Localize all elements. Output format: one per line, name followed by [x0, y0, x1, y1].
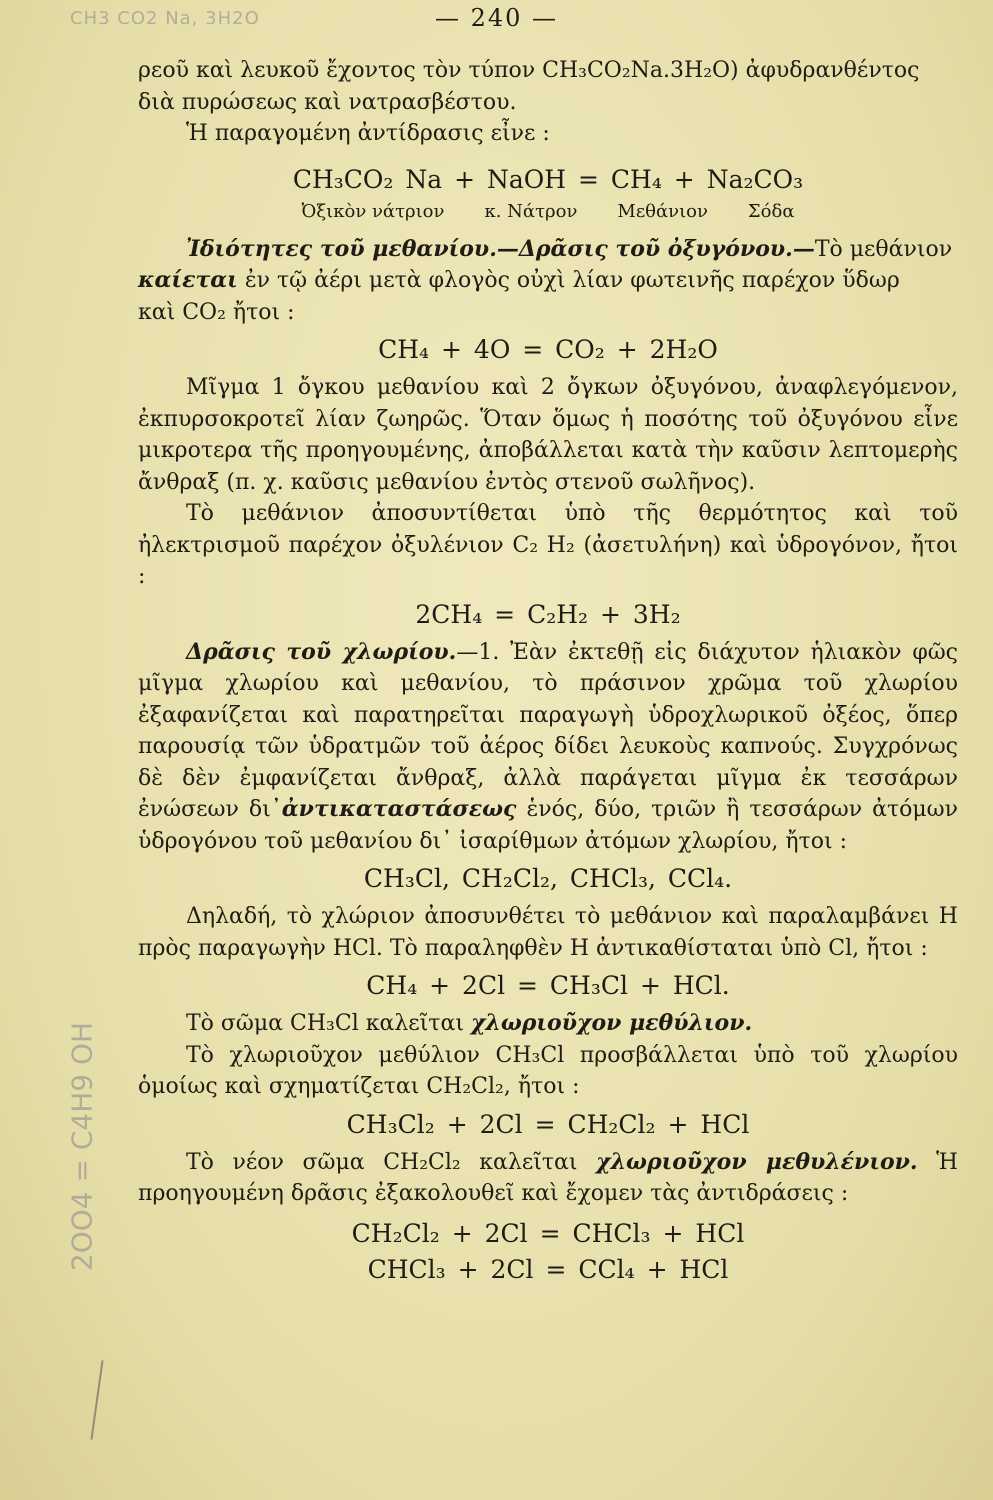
text-span: —1. Ἐὰν ἐκτεθῇ εἰς διάχυτον ἡλιακὸν φῶς μῖγμα χλωρίου καὶ μεθανίου, τὸ πράσινον χρῶμα τοῦ χλωρίου ἐξαφανίζεται καὶ παρατηρεῖται παραγωγὴ ὑδροχλωρικοῦ ὀξέος, ὅπερ παρουσίᾳ τῶν ὑδρατμῶν τοῦ ἀέρος δίδει λευκοὺς καπνούς. Συγχρόνως δὲ δὲν ἐμφανίζεται ἄνθραξ, ἀλλὰ παράγεται μῖγμα ἐκ τεσσάρων ἐνώσεων δι᾿: [138, 639, 958, 822]
term-methyl-chloride: χλωριοῦχον μεθύλιον.: [470, 1010, 753, 1036]
label-soda-caustic: κ. Νάτρον: [484, 200, 578, 222]
text-span: Τὸ σῶμα CH₃Cl καλεῖται: [186, 1011, 471, 1036]
paragraph-decomposition: Τὸ μεθάνιον ἀποσυντίθεται ὑπὸ τῆς θερμότητος καὶ τοῦ ἠλεκτρισμοῦ παρέχον ὀξυλένιον C₂ H₂ (ἀσετυλήνη) καὶ ὑδρογόνον, ἤτοι :: [138, 501, 958, 589]
term-substitution: ἀντικαταστάσεως: [281, 796, 517, 822]
equation-dichloromethane: CH₃Cl₂ + 2Cl = CH₂Cl₂ + HCl: [346, 1109, 750, 1139]
equation-carbon-tetrachloride: CHCl₃ + 2Cl = CCl₄ + HCl: [367, 1254, 729, 1284]
paragraph-methyl-chloride: Τὸ χλωριοῦχον μεθύλιον CH₃Cl προσβάλλεται ὑπὸ τοῦ χλωρίου ὁμοίως καὶ σχηματίζεται CH₂Cl₂, ἤτοι :: [138, 1042, 958, 1099]
text-span: Ἡ προηγουμένη δρᾶσις ἐξακολουθεῖ καὶ ἔχομεν τὰς ἀντιδράσεις :: [138, 1149, 958, 1206]
equation-combustion: CH₄ + 4O = CO₂ + 2H₂O: [378, 335, 718, 364]
label-methane: Μεθάνιον: [617, 200, 708, 222]
equation-labels: [138, 200, 958, 224]
equation-methyl-chloride: CH₄ + 2Cl = CH₃Cl + HCl.: [366, 971, 730, 1000]
paragraph-body-ch3cl: [138, 1008, 958, 1040]
section-heading-chlorine: Δρᾶσις τοῦ χλωρίου.: [186, 638, 457, 665]
text-line: καὶ CO₂ ἤτοι :: [138, 299, 295, 325]
paragraph-namely: Δηλαδή, τὸ χλώριον ἀποσυνθέτει τὸ μεθάνιον καὶ παραλαμβάνει H πρὸς παραγωγὴν HCl. Τὸ παραληφθὲν H ἀντικαθίσταται ὑπὸ Cl, ἤτοι :: [138, 904, 958, 961]
term-methylene-chloride: χλωριοῦχον μεθυλένιον.: [596, 1148, 918, 1175]
margin-scratch-mark: [90, 1360, 103, 1439]
equation-chloroform: CH₂Cl₂ + 2Cl = CHCl₃ + HCl: [351, 1218, 745, 1248]
paragraph-mixture: Μῖγμα 1 ὄγκου μεθανίου καὶ 2 ὄγκων ὀξυγόνου, ἀναφλεγόμενον, ἐκπυρσοκροτεῖ λίαν ζωηρῶς. Ὅταν ὅμως ἡ ποσότης τοῦ ὀξυγόνου εἶνε μικροτερα τῆς προηγουμένης, ἀποβάλλεται κατὰ τὴν καῦσιν λεπτομερὴς ἄνθραξ (π. χ. καῦσις μεθανίου ἐντὸς στενοῦ σωλῆνος).: [138, 375, 958, 495]
paragraph-chlorine: [138, 637, 958, 858]
term-burns: καίεται: [138, 267, 238, 293]
equation-acetylene: 2CH₄ = C₂H₂ + 3H₂: [415, 599, 681, 629]
paragraph-new-body: [138, 1147, 958, 1210]
text-span: Τὸ νέον σῶμα CH₂Cl₂ καλεῖται: [186, 1149, 597, 1175]
text-line: Ἡ παραγομένη ἀντίδρασις εἶνε :: [186, 121, 550, 146]
text-span: ἑνός, δύο, τριῶν ἢ τεσσάρων ἀτόμων ὑδρογόνου τοῦ μεθανίου δι᾿ ἰσαρίθμων ἀτόμων χλωρίου, ἤτοι :: [138, 797, 958, 854]
margin-pencil-note: 2ΟΟ4 = C4H9 OH: [65, 1021, 99, 1272]
text-span: ἐν τῷ ἀέρι μετὰ φλογὸς οὐχὶ λίαν φωτεινῆς παρέχον ὕδωρ: [237, 268, 900, 293]
text-span: Τὸ μεθάνιον: [814, 236, 953, 262]
section-heading-properties: Ἰδιότητες τοῦ μεθανίου.—Δρᾶσις τοῦ ὀξυγόνου.—: [186, 235, 815, 262]
page-number: — 240 —: [434, 4, 559, 32]
text-line: διὰ πυρώσεως καὶ νατρασβέστου.: [138, 89, 517, 115]
text-line: ρεοῦ καὶ λευκοῦ ἔχοντος τὸν τύπον CH₃CO₂Na.3H₂O) ἀφυδρανθέντος: [138, 58, 920, 83]
label-soda: Σόδα: [747, 200, 795, 222]
equation-chloromethanes: CH₃Cl, CH₂Cl₂, CHCl₃, CCl₄.: [363, 864, 733, 893]
properties-paragraph: [138, 234, 958, 297]
label-sodium-acetate: Ὀξικὸν νάτριον: [301, 200, 445, 222]
page-content: [138, 55, 958, 1292]
equation-acetate: CH₃CO₂ Na + NaOH = CH₄ + Na₂CO₃: [292, 164, 804, 194]
pencil-annotation: CH3 CO2 Na, 3H2O: [70, 8, 260, 29]
